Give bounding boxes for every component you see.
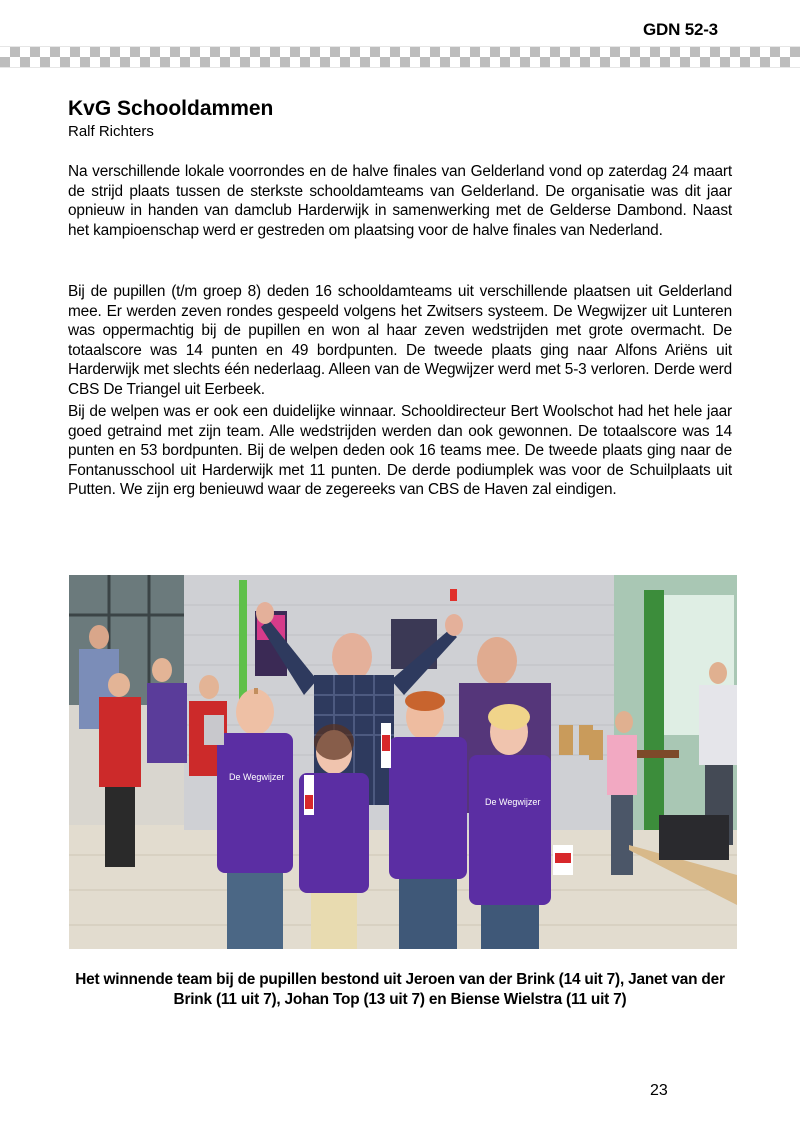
team-photo: [69, 575, 737, 949]
paragraph-welpen: Bij de welpen was er ook een duidelijke winnaar. Schooldirecteur Bert Woolschot had het hele jaar goed getraind met zijn team. Alle wedstrijden werden dan ook gewonnen. De totaalscore was 14 punten en 53 bordpunten. Bij de welpen deden ook 16 teams mee. De tweede plaats ging naar de Fontanusschool uit Harderwijk met 11 punten. De derde podiumplek was voor de Schuilplaats uit Putten. We zijn erg benieuwd waar de zegereeks van CBS de Haven zal eindigen.: [68, 403, 732, 498]
issue-label: GDN 52-3: [643, 20, 718, 39]
shirt-text-1: De Wegwijzer: [229, 772, 285, 782]
checkered-divider: [0, 46, 800, 68]
page-number: 23: [650, 1082, 668, 1099]
article-author: Ralf Richters: [68, 123, 154, 140]
team-photo-illustration: [69, 575, 737, 949]
shirt-text-2: De Wegwijzer: [485, 797, 541, 807]
paragraph-pupillen: Bij de pupillen (t/m groep 8) deden 16 schooldamteams uit verschillende plaatsen uit Gelderland mee. Er werden zeven rondes gespeeld volgens het Zwitsers systeem. De Wegwijzer uit Lunteren was oppermachtig bij de pupillen en won al haar zeven wedstrijden met grote overmacht. De totaalscore was 14 punten en 49 bordpunten. De tweede plaats ging naar Alfons Ariëns uit Harderwijk met slechts één nederlaag. Alleen van de Wegwijzer werd met 5-3 verloren. Derde werd CBS De Triangel uit Eerbeek.: [68, 283, 732, 398]
paragraph-intro: Na verschillende lokale voorrondes en de halve finales van Gelderland vond op zaterdag 24 maart de strijd plaats tussen de sterkste schooldamteams van Gelderland. De organisatie was dit jaar opnieuw in handen van damclub Harderwijk in samenwerking met de Gelderse Dambond. Naast het kampioenschap werd er gestreden om plaatsing voor de halve finales van Nederland.: [68, 163, 732, 239]
article-title: KvG Schooldammen: [68, 97, 274, 120]
photo-caption: Het winnende team bij de pupillen bestond uit Jeroen van der Brink (14 uit 7), Janet van der Brink (11 uit 7), Johan Top (13 uit 7) en Biense Wielstra (11 uit 7): [75, 971, 725, 1008]
article: [68, 96, 732, 498]
